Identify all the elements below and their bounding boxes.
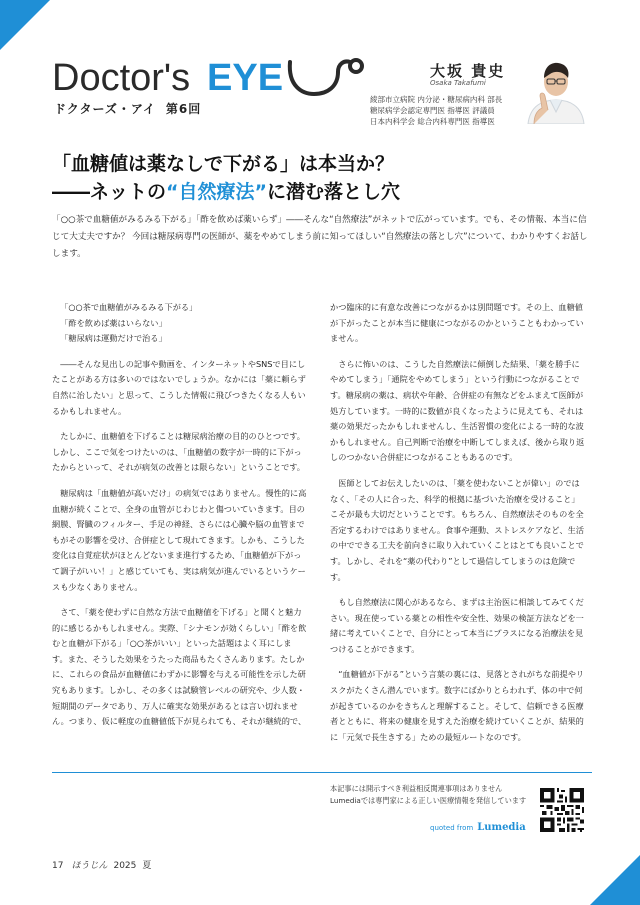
page-number: 17 bbox=[52, 861, 64, 871]
issue-year: 2025 bbox=[113, 861, 137, 871]
logo-subtitle-kana: ドクターズ・アイ bbox=[54, 102, 156, 116]
headline-line-1: 「血糖値は薬なしで下がる」は本当か？ bbox=[52, 153, 395, 175]
stethoscope-icon bbox=[290, 60, 362, 94]
body-paragraph: “血糖値が下がる”という言葉の裏には、見落とされがちな前提やリスクがたくさん潜んでいます。数字にばかりとらわれず、体の中で何が起きているのかをきちんと理解すること。そして、信頼できる医療者とともに、将来の健康を見すえた治療を続けていくことが、結果的に「元気で長生きする」ための最短ルートなのです。 bbox=[330, 669, 585, 742]
logo-wordmark bbox=[52, 56, 382, 100]
quote-item: 「○○茶で血糖値がみるみる下がる」 bbox=[60, 302, 198, 312]
body-paragraph: 糖尿病は「血糖値が高いだけ」の病気ではありません。慢性的に高血糖が続くことで、全身の血管がじわじわと傷ついていきます。目の網膜、腎臓のフィルター、手足の神経、さらには心臓や脳の血管までもがその影響を受け、合併症として現れてきます。しかも、こうした変化は自覚症状がほとんどないまま進行するため、「血糖値が下がって調子がいい！」と感じていても、実は病気が進んでいるというケースも少なくありません。 bbox=[52, 487, 307, 592]
quoted-from-label: quoted from bbox=[430, 824, 474, 832]
logo-text-doctors: Doctor's bbox=[52, 57, 191, 99]
author-romaji: Osaka Takafumi bbox=[430, 79, 486, 87]
body-paragraph: かつ臨床的に有意な改善につながるかは別問題です。その上、血糖値が下がったことが本当に健康につながるのかということもわかっていません。 bbox=[330, 302, 584, 344]
body-paragraph: さて、「薬を使わずに自然な方法で血糖値を下げる」と聞くと魅力的に感じるかもしれません。実際、「シナモンが効くらしい」「酢を飲むと血糖が下がる」「○○茶がいい」といった話題はよく耳にします。また、そうした効果をうたった商品もたくさんあります。たしかに、これらの食品が血糖値にわずかに影響を与える可能性を示した研究もあります。しかし、その多くは試験管レベルの研究や、少人数・短期間のデータであり、万人に確実な効果があるとは言い切れません。つまり、仮に軽度の血糖値低下が見られても、それが継続的で、 bbox=[52, 607, 307, 727]
lead-paragraph: 「○○茶で血糖値がみるみる下がる」「酢を飲めば薬いらず」――そんな“自然療法”がネットで広がっています。でも、その情報、本当に信じて大丈夫ですか？ 今回は糖尿病専門の医師が、薬をやめてしまう前に知ってほしい“自然療法の落とし穴”について、わかりやすくお話しします。 bbox=[52, 215, 588, 259]
headline-line-2 bbox=[52, 178, 400, 206]
quoted-from bbox=[430, 822, 526, 833]
footer-divider bbox=[52, 772, 592, 773]
author-name: 大坂 貴史 bbox=[430, 62, 506, 80]
affiliation-line: 糖尿病学会認定専門医 指導医 評議員 bbox=[370, 106, 495, 115]
article-headline bbox=[52, 150, 400, 206]
logo-text-eye: EYE bbox=[207, 57, 284, 99]
body-column-left bbox=[52, 300, 307, 740]
affiliation-line: 綾部市立病院 内分泌・糖尿病内科 部長 bbox=[370, 95, 503, 104]
body-paragraph: もし自然療法に関心があるなら、まずは主治医に相談してみてください。現在使っている薬との相性や安全性、効果の検証方法などを一緒に考えていくことで、自分にとって本当にプラスになる治療法を見つけることができます。 bbox=[330, 597, 584, 654]
quote-item: 「酢を飲めば薬はいらない」 bbox=[60, 317, 167, 328]
qr-code-icon[interactable] bbox=[540, 788, 584, 832]
body-paragraph: ――そんな見出しの記事や動画を、インターネットやSNSで目にしたことがある方は多いのではないでしょうか。なかには「薬に頼らず自然に治したい」と思って、こうした情報に飛びつきたくなる人もいるかもしれません。 bbox=[52, 358, 306, 416]
corner-decoration-bottom-right bbox=[590, 855, 640, 905]
footer-notes bbox=[330, 783, 526, 807]
lumedia-note: Lumediaでは専門家による正しい医療情報を発信しています bbox=[330, 796, 527, 805]
headline-line-2-prefix: ――ネットの bbox=[52, 181, 167, 203]
series-logo bbox=[52, 56, 382, 116]
page-footer bbox=[52, 858, 151, 871]
quote-list bbox=[52, 300, 307, 347]
corner-decoration-top-left bbox=[0, 0, 50, 50]
lumedia-logo: Lumedia bbox=[477, 822, 526, 833]
issue-number: 第6回 bbox=[165, 102, 202, 116]
author-photo bbox=[520, 52, 592, 124]
body-paragraph: たしかに、血糖値を下げることは糖尿病治療の目的のひとつです。しかし、ここで気をつけたいのは、「血糖値の数字が一時的に下がったからといって、それが病気の改善とは限らない」ということです。 bbox=[52, 431, 305, 473]
body-paragraph: さらに怖いのは、こうした自然療法に傾倒した結果、「薬を勝手にやめてしまう」「通院をやめてしまう」という行動につながることです。糖尿病の薬は、病状や年齢、合併症の有無などをふまえて医師が処方しています。一時的に数値が良くなったように見えても、それは薬の効果だったかもしれませんし、生活習慣の変化による一時的な波かもしれません。自己判断で治療を中断してしまえば、後から取り返しのつかない合併症につながることもあるのです。 bbox=[330, 358, 585, 463]
body-column-right bbox=[330, 300, 585, 755]
affiliation-line: 日本内科学会 総合内科専門医 指導医 bbox=[370, 117, 495, 126]
body-paragraph: 医師としてお伝えしたいのは、「薬を使わないことが偉い」のではなく、「その人に合った、科学的根拠に基づいた治療を受けること」こそが最も大切だということです。もちろん、自然療法そのものを全否定するわけではありません。食事や運動、ストレスケアなど、生活の中でできる工夫を前向きに取り入れていくことはとても良いことです。しかし、それを“薬の代わり”として過信してしまうのは危険です。 bbox=[330, 477, 585, 582]
headline-accent: “自然療法” bbox=[166, 181, 267, 203]
issue-season: 夏 bbox=[142, 861, 152, 871]
quote-item: 「糖尿病は運動だけで治る」 bbox=[60, 333, 167, 344]
coi-note: 本記事には開示すべき利益相反関連事項はありません bbox=[330, 784, 503, 793]
logo-subtitle bbox=[54, 100, 201, 117]
headline-line-2-suffix: に潜む落とし穴 bbox=[267, 181, 401, 203]
author-affiliations bbox=[370, 94, 502, 127]
magazine-name: ほうじん bbox=[71, 861, 108, 871]
